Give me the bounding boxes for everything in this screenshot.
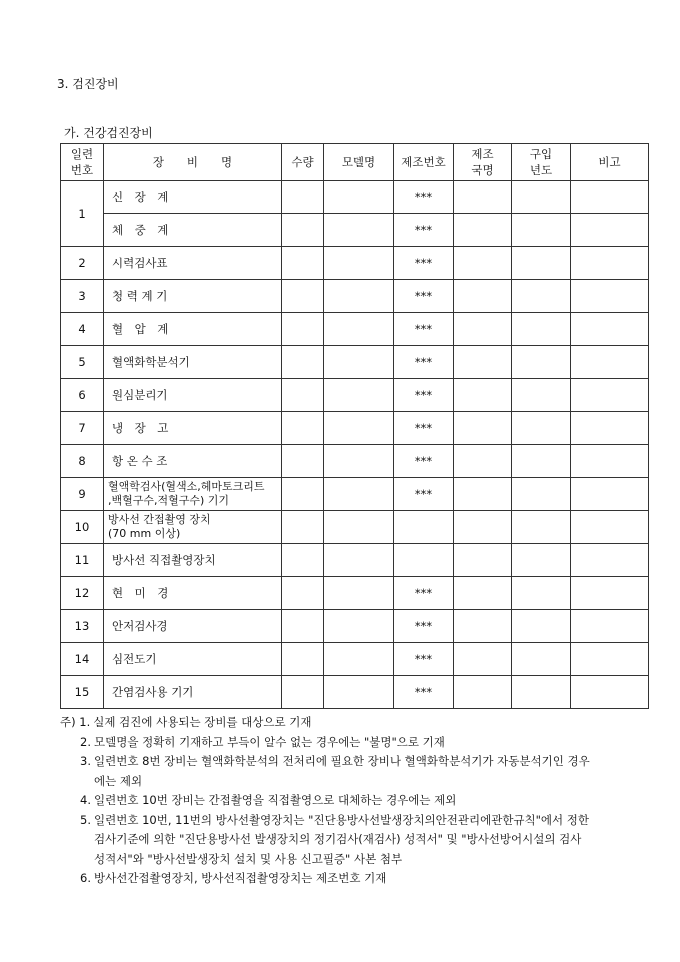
- notes-prefix: 주): [60, 715, 80, 729]
- remark-cell[interactable]: [571, 676, 649, 709]
- serial-cell: 2: [61, 247, 104, 280]
- mfg-no-cell[interactable]: [394, 544, 454, 577]
- country-cell[interactable]: [454, 511, 512, 544]
- equipment-name-cell: 냉 장 고: [104, 412, 282, 445]
- model-cell[interactable]: [324, 610, 394, 643]
- remark-cell[interactable]: [571, 610, 649, 643]
- table-row: [61, 412, 649, 445]
- notes: [60, 713, 650, 889]
- model-cell[interactable]: [324, 247, 394, 280]
- qty-cell[interactable]: [282, 544, 324, 577]
- serial-cell: 13: [61, 610, 104, 643]
- table-row: [61, 313, 649, 346]
- equipment-name-cell: 안저검사경: [104, 610, 282, 643]
- serial-cell: 14: [61, 643, 104, 676]
- country-cell[interactable]: [454, 214, 512, 247]
- model-cell[interactable]: [324, 379, 394, 412]
- qty-cell[interactable]: [282, 412, 324, 445]
- year-cell[interactable]: [512, 379, 571, 412]
- equipment-table: [60, 143, 649, 709]
- remark-cell[interactable]: [571, 511, 649, 544]
- table-row: [61, 247, 649, 280]
- header-qty: 수량: [282, 144, 324, 181]
- mfg-no-cell[interactable]: ***: [394, 379, 454, 412]
- table-row: [61, 577, 649, 610]
- serial-cell: 15: [61, 676, 104, 709]
- country-cell[interactable]: [454, 577, 512, 610]
- mfg-no-cell[interactable]: ***: [394, 478, 454, 511]
- model-cell[interactable]: [324, 643, 394, 676]
- country-cell[interactable]: [454, 544, 512, 577]
- mfg-no-cell[interactable]: ***: [394, 214, 454, 247]
- note-number: 1.: [79, 715, 91, 729]
- serial-cell: 5: [61, 346, 104, 379]
- qty-cell[interactable]: [282, 181, 324, 214]
- equipment-name-cell: 신 장 계: [104, 181, 282, 214]
- note-item: [60, 713, 650, 733]
- mfg-no-cell[interactable]: ***: [394, 610, 454, 643]
- note-item: [60, 811, 650, 870]
- remark-cell[interactable]: [571, 181, 649, 214]
- mfg-no-cell[interactable]: ***: [394, 346, 454, 379]
- year-cell[interactable]: [512, 544, 571, 577]
- year-cell[interactable]: [512, 643, 571, 676]
- qty-cell[interactable]: [282, 676, 324, 709]
- country-cell[interactable]: [454, 181, 512, 214]
- qty-cell[interactable]: [282, 445, 324, 478]
- year-cell[interactable]: [512, 247, 571, 280]
- note-item: [60, 733, 650, 753]
- qty-cell[interactable]: [282, 610, 324, 643]
- equipment-name-cell: 청 력 계 기: [104, 280, 282, 313]
- qty-cell[interactable]: [282, 478, 324, 511]
- model-cell[interactable]: [324, 313, 394, 346]
- remark-cell[interactable]: [571, 379, 649, 412]
- note-text: 방사선간접촬영장치, 방사선직접촬영장치는 제조번호 기재: [94, 871, 387, 885]
- remark-cell[interactable]: [571, 280, 649, 313]
- qty-cell[interactable]: [282, 346, 324, 379]
- mfg-no-cell[interactable]: ***: [394, 181, 454, 214]
- mfg-no-cell[interactable]: ***: [394, 247, 454, 280]
- header-name: 장 비 명: [104, 144, 282, 181]
- table-header-row: [61, 144, 649, 181]
- equipment-name-cell: 혈액학검사(혈색소,헤마토크리트 ,백혈구수,적혈구수) 기기: [104, 478, 282, 511]
- serial-cell: 11: [61, 544, 104, 577]
- qty-cell[interactable]: [282, 511, 324, 544]
- model-cell[interactable]: [324, 346, 394, 379]
- mfg-no-cell[interactable]: [394, 511, 454, 544]
- equipment-name-cell: 체 중 계: [104, 214, 282, 247]
- equipment-name-cell: 혈 압 계: [104, 313, 282, 346]
- note-text: 일련번호 10번, 11번의 방사선촬영장치는 "진단용방사선발생장치의안전관리에관한규칙"에서 정한: [94, 812, 590, 827]
- country-cell[interactable]: [454, 445, 512, 478]
- note-text: 일련번호 8번 장비는 혈액화학분석의 전처리에 필요한 장비나 혈액화학분석기가 자동분석기인 경우: [94, 754, 590, 768]
- model-cell[interactable]: [324, 577, 394, 610]
- model-cell[interactable]: [324, 214, 394, 247]
- note-item: [60, 791, 650, 811]
- equipment-name-cell: 간염검사용 기기: [104, 676, 282, 709]
- remark-cell[interactable]: [571, 247, 649, 280]
- qty-cell[interactable]: [282, 247, 324, 280]
- mfg-no-cell[interactable]: ***: [394, 643, 454, 676]
- country-cell[interactable]: [454, 247, 512, 280]
- equipment-name-cell: 현 미 경: [104, 577, 282, 610]
- model-cell[interactable]: [324, 544, 394, 577]
- country-cell[interactable]: [454, 346, 512, 379]
- year-cell[interactable]: [512, 412, 571, 445]
- mfg-no-cell[interactable]: ***: [394, 676, 454, 709]
- year-cell[interactable]: [512, 313, 571, 346]
- header-country: 제조 국명: [454, 144, 512, 181]
- qty-cell[interactable]: [282, 577, 324, 610]
- country-cell[interactable]: [454, 610, 512, 643]
- year-cell[interactable]: [512, 181, 571, 214]
- country-cell[interactable]: [454, 643, 512, 676]
- table-row: [61, 610, 649, 643]
- serial-cell: 6: [61, 379, 104, 412]
- note-text: 모델명을 정확히 기재하고 부득이 알수 없는 경우에는 "불명"으로 기재: [94, 734, 445, 749]
- serial-cell: 1: [61, 181, 104, 247]
- year-cell[interactable]: [512, 676, 571, 709]
- model-cell[interactable]: [324, 412, 394, 445]
- model-cell[interactable]: [324, 445, 394, 478]
- serial-cell: 7: [61, 412, 104, 445]
- note-number: 3.: [80, 754, 91, 768]
- mfg-no-cell[interactable]: ***: [394, 313, 454, 346]
- country-cell[interactable]: [454, 280, 512, 313]
- header-mfg-no: 제조번호: [394, 144, 454, 181]
- note-text: 성적서"와 "방사선발생장치 설치 및 사용 신고필증" 사본 첨부: [94, 851, 403, 866]
- remark-cell[interactable]: [571, 214, 649, 247]
- note-text: 실제 검진에 사용되는 장비를 대상으로 기재: [93, 715, 312, 729]
- table-row: [61, 676, 649, 709]
- subsection-title: 가. 건강검진장비: [64, 126, 153, 140]
- note-text: 일련번호 10번 장비는 간접촬영을 직접촬영으로 대체하는 경우에는 제외: [94, 793, 457, 807]
- remark-cell[interactable]: [571, 643, 649, 676]
- model-cell[interactable]: [324, 676, 394, 709]
- mfg-no-cell[interactable]: ***: [394, 280, 454, 313]
- mfg-no-cell[interactable]: ***: [394, 412, 454, 445]
- model-cell[interactable]: [324, 280, 394, 313]
- note-number: 4.: [80, 793, 91, 807]
- equipment-name-cell: 방사선 간접촬영 장치 (70 mm 이상): [104, 511, 282, 544]
- table-row: [61, 445, 649, 478]
- remark-cell[interactable]: [571, 412, 649, 445]
- serial-cell: 12: [61, 577, 104, 610]
- equipment-name-cell: 원심분리기: [104, 379, 282, 412]
- note-item: [60, 752, 650, 791]
- table-row: [61, 214, 649, 247]
- serial-cell: 3: [61, 280, 104, 313]
- table-row: [61, 544, 649, 577]
- year-cell[interactable]: [512, 478, 571, 511]
- country-cell[interactable]: [454, 379, 512, 412]
- equipment-name-cell: 시력검사표: [104, 247, 282, 280]
- header-year: 구입 년도: [512, 144, 571, 181]
- note-number: 5.: [80, 812, 91, 827]
- equipment-name-cell: 방사선 직접촬영장치: [104, 544, 282, 577]
- table-row: [61, 280, 649, 313]
- year-cell[interactable]: [512, 280, 571, 313]
- section-title: 3. 검진장비: [57, 77, 119, 91]
- note-text: 에는 제외: [94, 773, 143, 788]
- note-text: 검사기준에 의한 "진단용방사선 발생장치의 정기검사(재검사) 성적서" 및 "방사선방어시설의 검사: [94, 832, 582, 846]
- country-cell[interactable]: [454, 478, 512, 511]
- qty-cell[interactable]: [282, 379, 324, 412]
- equipment-name-cell: 혈액화학분석기: [104, 346, 282, 379]
- remark-cell[interactable]: [571, 544, 649, 577]
- note-number: 2.: [80, 734, 91, 749]
- serial-cell: 9: [61, 478, 104, 511]
- table-row: [61, 643, 649, 676]
- note-number: 6.: [80, 871, 91, 885]
- mfg-no-cell[interactable]: ***: [394, 577, 454, 610]
- header-serial: 일련 번호: [61, 144, 104, 181]
- serial-cell: 10: [61, 511, 104, 544]
- header-model: 모델명: [324, 144, 394, 181]
- note-item: [60, 869, 650, 889]
- model-cell[interactable]: [324, 478, 394, 511]
- remark-cell[interactable]: [571, 577, 649, 610]
- equipment-name-cell: 항 온 수 조: [104, 445, 282, 478]
- serial-cell: 4: [61, 313, 104, 346]
- qty-cell[interactable]: [282, 280, 324, 313]
- remark-cell[interactable]: [571, 313, 649, 346]
- header-remark: 비고: [571, 144, 649, 181]
- country-cell[interactable]: [454, 676, 512, 709]
- year-cell[interactable]: [512, 214, 571, 247]
- model-cell[interactable]: [324, 181, 394, 214]
- table-row: [61, 181, 649, 214]
- year-cell[interactable]: [512, 346, 571, 379]
- remark-cell[interactable]: [571, 478, 649, 511]
- table-row: [61, 478, 649, 511]
- qty-cell[interactable]: [282, 313, 324, 346]
- year-cell[interactable]: [512, 445, 571, 478]
- model-cell[interactable]: [324, 511, 394, 544]
- serial-cell: 8: [61, 445, 104, 478]
- year-cell[interactable]: [512, 511, 571, 544]
- table-row: [61, 379, 649, 412]
- qty-cell[interactable]: [282, 214, 324, 247]
- year-cell[interactable]: [512, 577, 571, 610]
- mfg-no-cell[interactable]: ***: [394, 445, 454, 478]
- country-cell[interactable]: [454, 412, 512, 445]
- year-cell[interactable]: [512, 610, 571, 643]
- remark-cell[interactable]: [571, 445, 649, 478]
- qty-cell[interactable]: [282, 643, 324, 676]
- equipment-name-cell: 심전도기: [104, 643, 282, 676]
- country-cell[interactable]: [454, 313, 512, 346]
- table-row: [61, 346, 649, 379]
- table-row: [61, 511, 649, 544]
- remark-cell[interactable]: [571, 346, 649, 379]
